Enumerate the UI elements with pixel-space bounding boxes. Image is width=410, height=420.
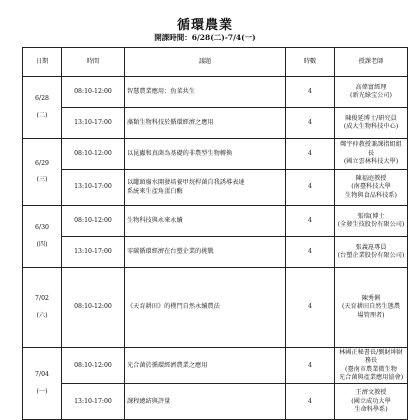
table-row	[23, 139, 408, 170]
teacher-line: 陳俊延博士/研究員	[345, 114, 397, 122]
teacher-line: 高偉富經理	[355, 83, 387, 91]
teacher-line: (新光綠宝公司)	[350, 92, 392, 99]
topic-line: 生物科技與永來永續	[127, 216, 183, 224]
teacher-line: 林國正秘書長/劉財坤財務長	[339, 349, 403, 365]
table-row	[23, 348, 408, 384]
hours-cell: 4	[286, 108, 335, 139]
teacher-cell	[335, 108, 408, 139]
weekday-text: (四)	[36, 240, 48, 248]
header-hours: 時數	[286, 48, 335, 77]
topic-cell	[125, 139, 286, 170]
hours-cell: 4	[286, 139, 335, 170]
date-text: 7/02	[35, 295, 49, 303]
schedule-body	[23, 77, 408, 420]
hours-cell: 4	[286, 170, 335, 206]
teacher-cell	[335, 206, 408, 237]
header-time: 時間	[62, 48, 125, 77]
time-cell: 08:10-12:00	[62, 139, 125, 170]
topic-cell	[125, 206, 286, 237]
table-row	[23, 384, 408, 420]
topic-line: 藻類生物科技於循環經濟之應用	[127, 118, 214, 126]
teacher-line: 陳秀俐	[361, 294, 381, 302]
course-period: 開課時間：6/28(二)-7/4(一)	[154, 33, 256, 42]
header-topic: 議題	[125, 48, 286, 77]
header-date: 日期	[23, 48, 62, 77]
hours-cell: 4	[286, 206, 335, 237]
topic-line: 《天育耕田》的樸門自然永續農法	[127, 303, 220, 311]
topic-line: 以罐頭廢水開發培養甲烷桿菌自我誘導表達	[127, 179, 245, 187]
hours-cell: 4	[286, 268, 335, 348]
teacher-cell	[335, 268, 408, 348]
header-row	[23, 48, 408, 77]
hours-cell: 4	[286, 77, 335, 108]
teacher-line: (國立成功大學	[351, 397, 391, 405]
date-cell	[23, 77, 62, 139]
teacher-line: (南臺科技大學	[351, 183, 391, 191]
time-cell: 08:10-12:00	[62, 77, 125, 108]
topic-line: 智慧農業應用：魚菜共生	[127, 87, 196, 95]
teacher-cell	[335, 237, 408, 268]
time-cell: 08:10-12:00	[62, 348, 125, 384]
teacher-line: (臺南市農業微生物	[345, 365, 397, 373]
topic-line: 以昆蟲和真菌為基礎的非農型生物轉換	[127, 149, 233, 157]
date-cell	[23, 139, 62, 206]
page-title: 循環農業	[176, 18, 233, 33]
teacher-line: (全發生技股份有限公司)	[337, 221, 405, 228]
time-cell: 08:10-12:00	[62, 268, 125, 348]
table-row	[23, 108, 408, 139]
teacher-line: 生物與食品科技系)	[345, 191, 397, 199]
topic-line: 課程總結與評量	[127, 397, 171, 405]
header-teacher: 授課老師	[335, 48, 408, 77]
teacher-cell	[335, 139, 408, 170]
table-row	[23, 206, 408, 237]
teacher-line: 張義崑專員	[355, 243, 387, 251]
table-row	[23, 237, 408, 268]
weekday-text: (一)	[36, 387, 48, 395]
time-cell: 08:10-12:00	[62, 206, 125, 237]
teacher-line: (台塑企業股份有限公司)	[337, 252, 405, 259]
hours-cell: 4	[286, 237, 335, 268]
topic-cell	[125, 384, 286, 420]
date-text: 7/04	[35, 371, 49, 379]
weekday-text: (二)	[36, 111, 48, 119]
topic-cell	[125, 108, 286, 139]
topic-line: 零碳循環經濟在台塑企業的挑戰	[127, 247, 214, 255]
date-cell	[23, 348, 62, 420]
teacher-line: 場管理者)	[357, 311, 385, 319]
weekday-text: (三)	[36, 176, 48, 183]
topic-cell	[125, 348, 286, 384]
hours-cell: 4	[286, 348, 335, 384]
table-row	[23, 170, 408, 206]
date-cell	[23, 206, 62, 268]
time-cell: 13:10-17:00	[62, 237, 125, 268]
teacher-line: 鄭宇仲教授兼課指組組長	[340, 141, 402, 157]
weekday-text: (六)	[36, 311, 48, 319]
topic-line: 光合菌於循環經濟農業之應用	[127, 361, 208, 369]
time-cell: 13:10-17:00	[62, 384, 125, 420]
date-text: 6/28	[35, 95, 49, 103]
schedule-table	[22, 47, 408, 420]
topic-line: 系統來生產角蛋白酶	[127, 187, 183, 195]
topic-cell	[125, 77, 286, 108]
teacher-cell	[335, 77, 408, 108]
teacher-cell	[335, 348, 408, 384]
teacher-line: (國立雲林科技大學)	[343, 158, 399, 166]
date-text: 6/30	[35, 224, 49, 232]
teacher-line: (成大生物科技中心)	[343, 123, 399, 130]
teacher-line: 陳福庭教授	[355, 174, 387, 182]
hours-cell: 4	[286, 384, 335, 420]
table-row	[23, 268, 408, 348]
topic-cell	[125, 268, 286, 348]
time-cell: 13:10-17:00	[62, 108, 125, 139]
topic-cell	[125, 237, 286, 268]
table-row	[23, 77, 408, 108]
time-cell: 13:10-17:00	[62, 170, 125, 206]
date-text: 6/29	[35, 159, 49, 167]
teacher-line: 生命科學系)	[354, 406, 388, 414]
teacher-line: 張瑞(博士	[357, 212, 385, 220]
teacher-cell	[335, 384, 408, 420]
teacher-line: 王濟文教授	[355, 389, 387, 397]
teacher-cell	[335, 170, 408, 206]
date-cell	[23, 268, 62, 348]
teacher-line: 光合菌與產業應用協會)	[338, 374, 404, 382]
teacher-line: (天育耕田自然生態農	[341, 303, 401, 311]
topic-cell	[125, 170, 286, 206]
